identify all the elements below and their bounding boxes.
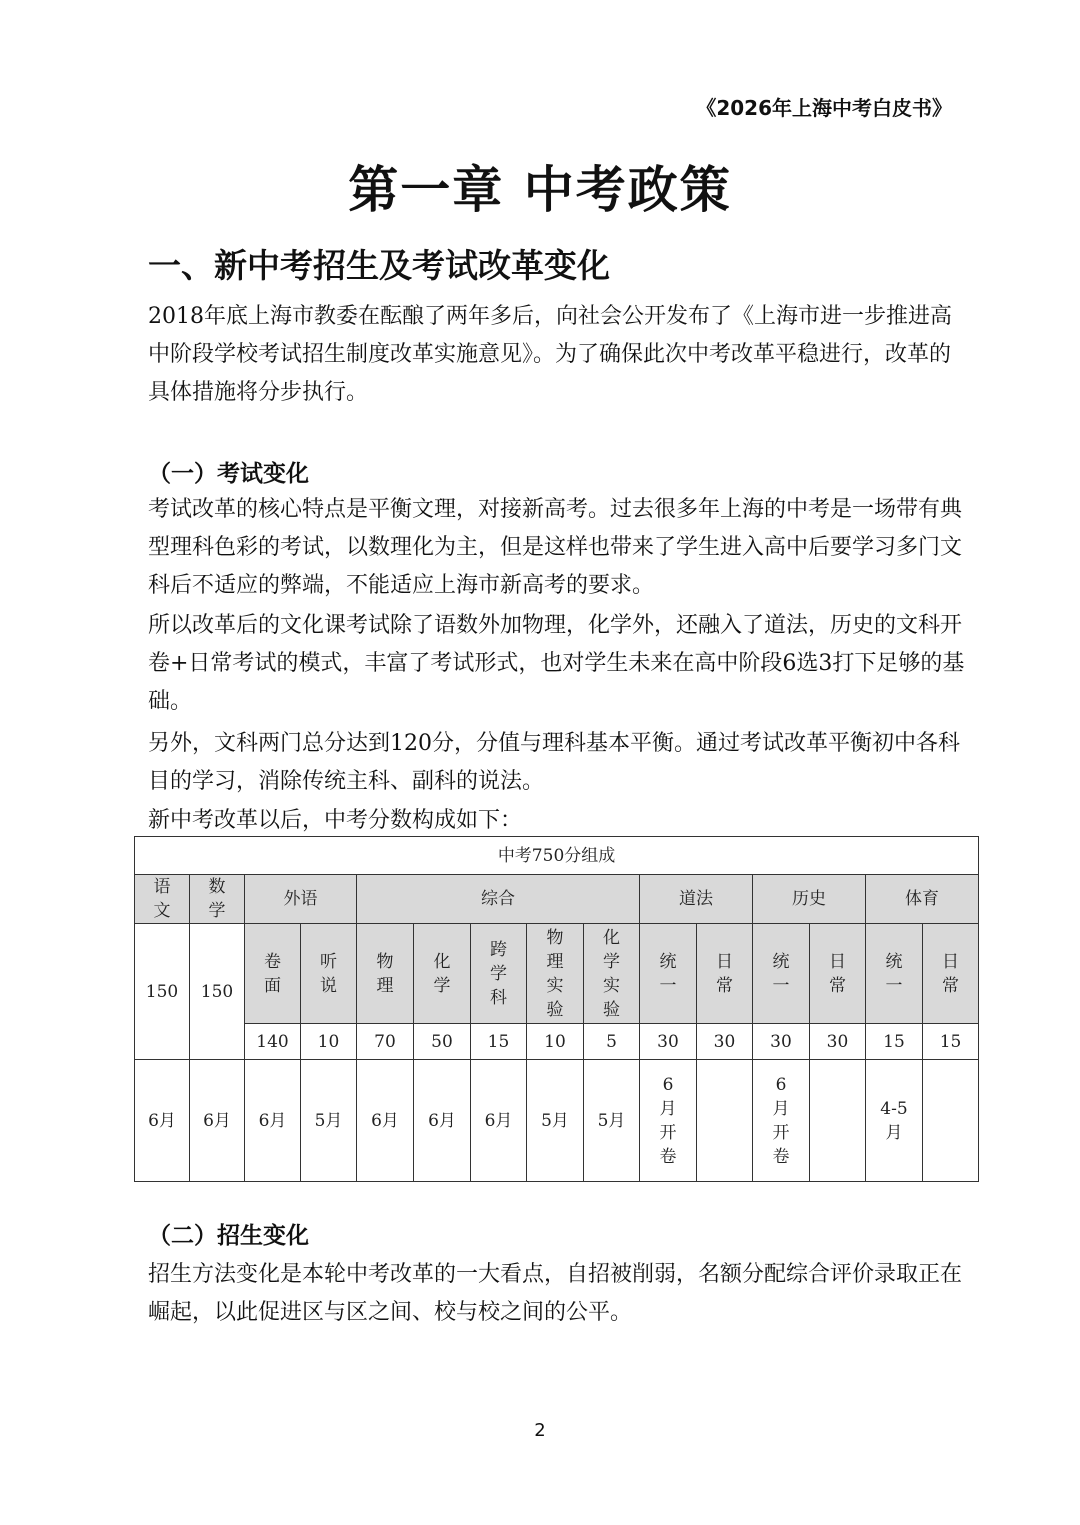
sub-month: 6月开卷 (753, 1060, 810, 1182)
sub-month (697, 1060, 753, 1182)
exam-paragraph-2: 所以改革后的文化课考试除了语数外加物理，化学外，还融入了道法，历史的文科开卷+日常考试的模式，丰富了考试形式，也对学生未来在高中阶段6选3打下足够的基础。 (148, 613, 965, 714)
score-composition-table (134, 836, 979, 1182)
sub-label: 化学 (414, 924, 471, 1024)
score-chinese: 150 (135, 924, 190, 1060)
sub-label: 统一 (866, 924, 923, 1024)
group-history: 历史 (753, 875, 866, 924)
sub-label: 物理实验 (527, 924, 584, 1024)
sub-month (810, 1060, 866, 1182)
sub-month: 6月 (245, 1060, 301, 1182)
group-comprehensive: 综合 (357, 875, 640, 924)
sub-month: 5月 (584, 1060, 640, 1182)
admission-paragraph: 招生方法变化是本轮中考改革的一大看点，自招被削弱，名额分配综合评价录取正在崛起，以此促进区与区之间、校与校之间的公平。 (148, 1262, 963, 1325)
sub-score: 10 (301, 1024, 357, 1060)
chapter-title: 第一章 中考政策 (348, 160, 732, 219)
section-title: 一、新中考招生及考试改革变化 (148, 246, 610, 285)
sub-label: 卷面 (245, 924, 301, 1024)
sub-label: 日常 (697, 924, 753, 1024)
group-pe: 体育 (866, 875, 979, 924)
intro-paragraph: 2018年底上海市教委在酝酿了两年多后，向社会公开发布了《上海市进一步推进高中阶段学校考试招生制度改革实施意见》。为了确保此次中考改革平稳进行，改革的具体措施将分步执行。 (148, 304, 952, 405)
page-number: 2 (534, 1420, 546, 1441)
sub-score: 5 (584, 1024, 640, 1060)
month-math: 6月 (190, 1060, 245, 1182)
sub-score: 30 (810, 1024, 866, 1060)
group-morality-law: 道法 (640, 875, 753, 924)
sub-score: 140 (245, 1024, 301, 1060)
sub-label: 统一 (753, 924, 810, 1024)
sub-score: 30 (640, 1024, 697, 1060)
score-math: 150 (190, 924, 245, 1060)
sub-score: 70 (357, 1024, 414, 1060)
sub-score: 15 (866, 1024, 923, 1060)
exam-paragraph-1: 考试改革的核心特点是平衡文理，对接新高考。过去很多年上海的中考是一场带有典型理科色彩的考试，以数理化为主，但是这样也带来了学生进入高中后要学习多门文科后不适应的弊端，不能适应上海市新高考的要求。 (148, 497, 963, 598)
group-math: 数学 (190, 875, 245, 924)
sub-score: 10 (527, 1024, 584, 1060)
month-chinese: 6月 (135, 1060, 190, 1182)
admission-changes-title: （二）招生变化 (148, 1222, 309, 1249)
table-title: 中考750分组成 (135, 837, 979, 875)
group-foreign-language: 外语 (245, 875, 357, 924)
sub-score: 50 (414, 1024, 471, 1060)
sub-month: 6月 (471, 1060, 527, 1182)
sub-label: 化学实验 (584, 924, 640, 1024)
sub-score: 15 (923, 1024, 979, 1060)
sub-month: 6月 (414, 1060, 471, 1182)
exam-paragraph-4: 新中考改革以后，中考分数构成如下： (148, 808, 523, 833)
sub-score: 15 (471, 1024, 527, 1060)
sub-score: 30 (753, 1024, 810, 1060)
sub-label: 物理 (357, 924, 414, 1024)
sub-label: 日常 (923, 924, 979, 1024)
sub-month: 6月开卷 (640, 1060, 697, 1182)
sub-label: 跨学科 (471, 924, 527, 1024)
sub-label: 日常 (810, 924, 866, 1024)
sub-label: 统一 (640, 924, 697, 1024)
sub-month: 6月 (357, 1060, 414, 1182)
sub-score: 30 (697, 1024, 753, 1060)
sub-month (923, 1060, 979, 1182)
sub-month: 4-5月 (866, 1060, 923, 1182)
exam-changes-title: （一）考试变化 (148, 460, 309, 487)
group-chinese: 语文 (135, 875, 190, 924)
sub-label: 听说 (301, 924, 357, 1024)
sub-month: 5月 (527, 1060, 584, 1182)
sub-month: 5月 (301, 1060, 357, 1182)
header-note: 《2026年上海中考白皮书》 (696, 96, 952, 120)
exam-paragraph-3: 另外，文科两门总分达到120分，分值与理科基本平衡。通过考试改革平衡初中各科目的学习，消除传统主科、副科的说法。 (148, 731, 960, 794)
